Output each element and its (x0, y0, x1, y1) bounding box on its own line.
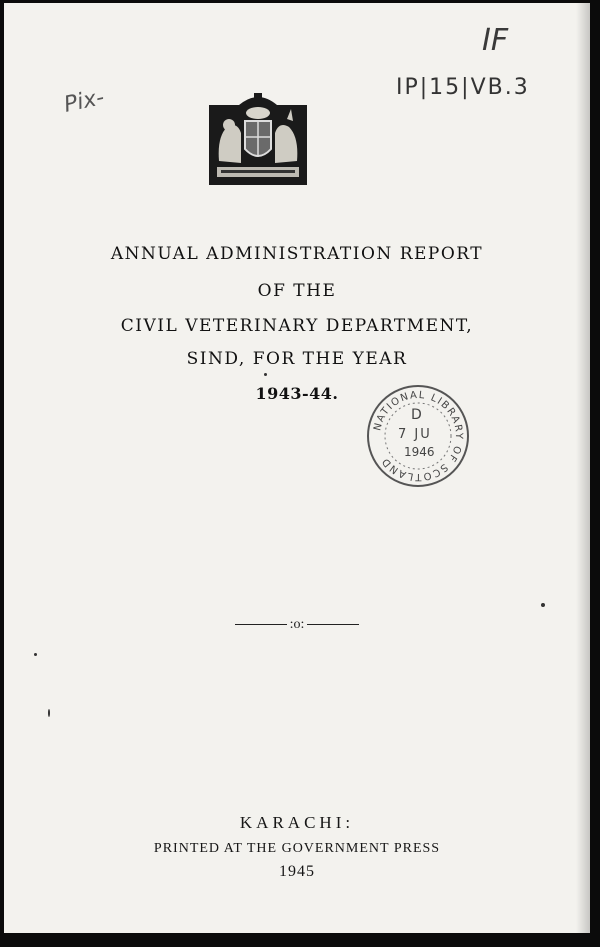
imprint-year: 1945 (279, 863, 315, 880)
report-year: 1943-44. (255, 384, 339, 403)
handwritten-note-top-left: Pix- (61, 85, 107, 118)
divider-glyph: :o: (289, 617, 305, 632)
title-line-1: ANNUAL ADMINISTRATION REPORT (110, 244, 484, 264)
imprint-city: KARACHI: (239, 813, 355, 832)
title-line-3: CIVIL VETERINARY DEPARTMENT, (120, 316, 474, 336)
scan-speck (264, 373, 267, 376)
stamp-letter: D (411, 407, 422, 423)
handwritten-shelfmark-top: IF (482, 23, 509, 58)
title-line-4: SIND, FOR THE YEAR (186, 349, 408, 369)
page-edge-shadow (576, 3, 590, 933)
scan-speck (541, 603, 545, 607)
document-page (4, 3, 590, 933)
title-line-2: OF THE (257, 281, 337, 301)
section-divider (4, 617, 590, 633)
scan-speck (34, 653, 37, 656)
stamp-date: 7 JU (398, 427, 432, 442)
stamp-year: 1946 (404, 445, 435, 459)
stamp-ring-text: NATIONAL LIBRARY OF SCOTLAND (372, 389, 465, 483)
handwritten-shelfmark: IP|15|VB.3 (396, 75, 530, 100)
imprint-printer: PRINTED AT THE GOVERNMENT PRESS (153, 841, 441, 856)
royal-coat-of-arms-emblem (207, 91, 309, 187)
scan-speck (48, 709, 50, 717)
